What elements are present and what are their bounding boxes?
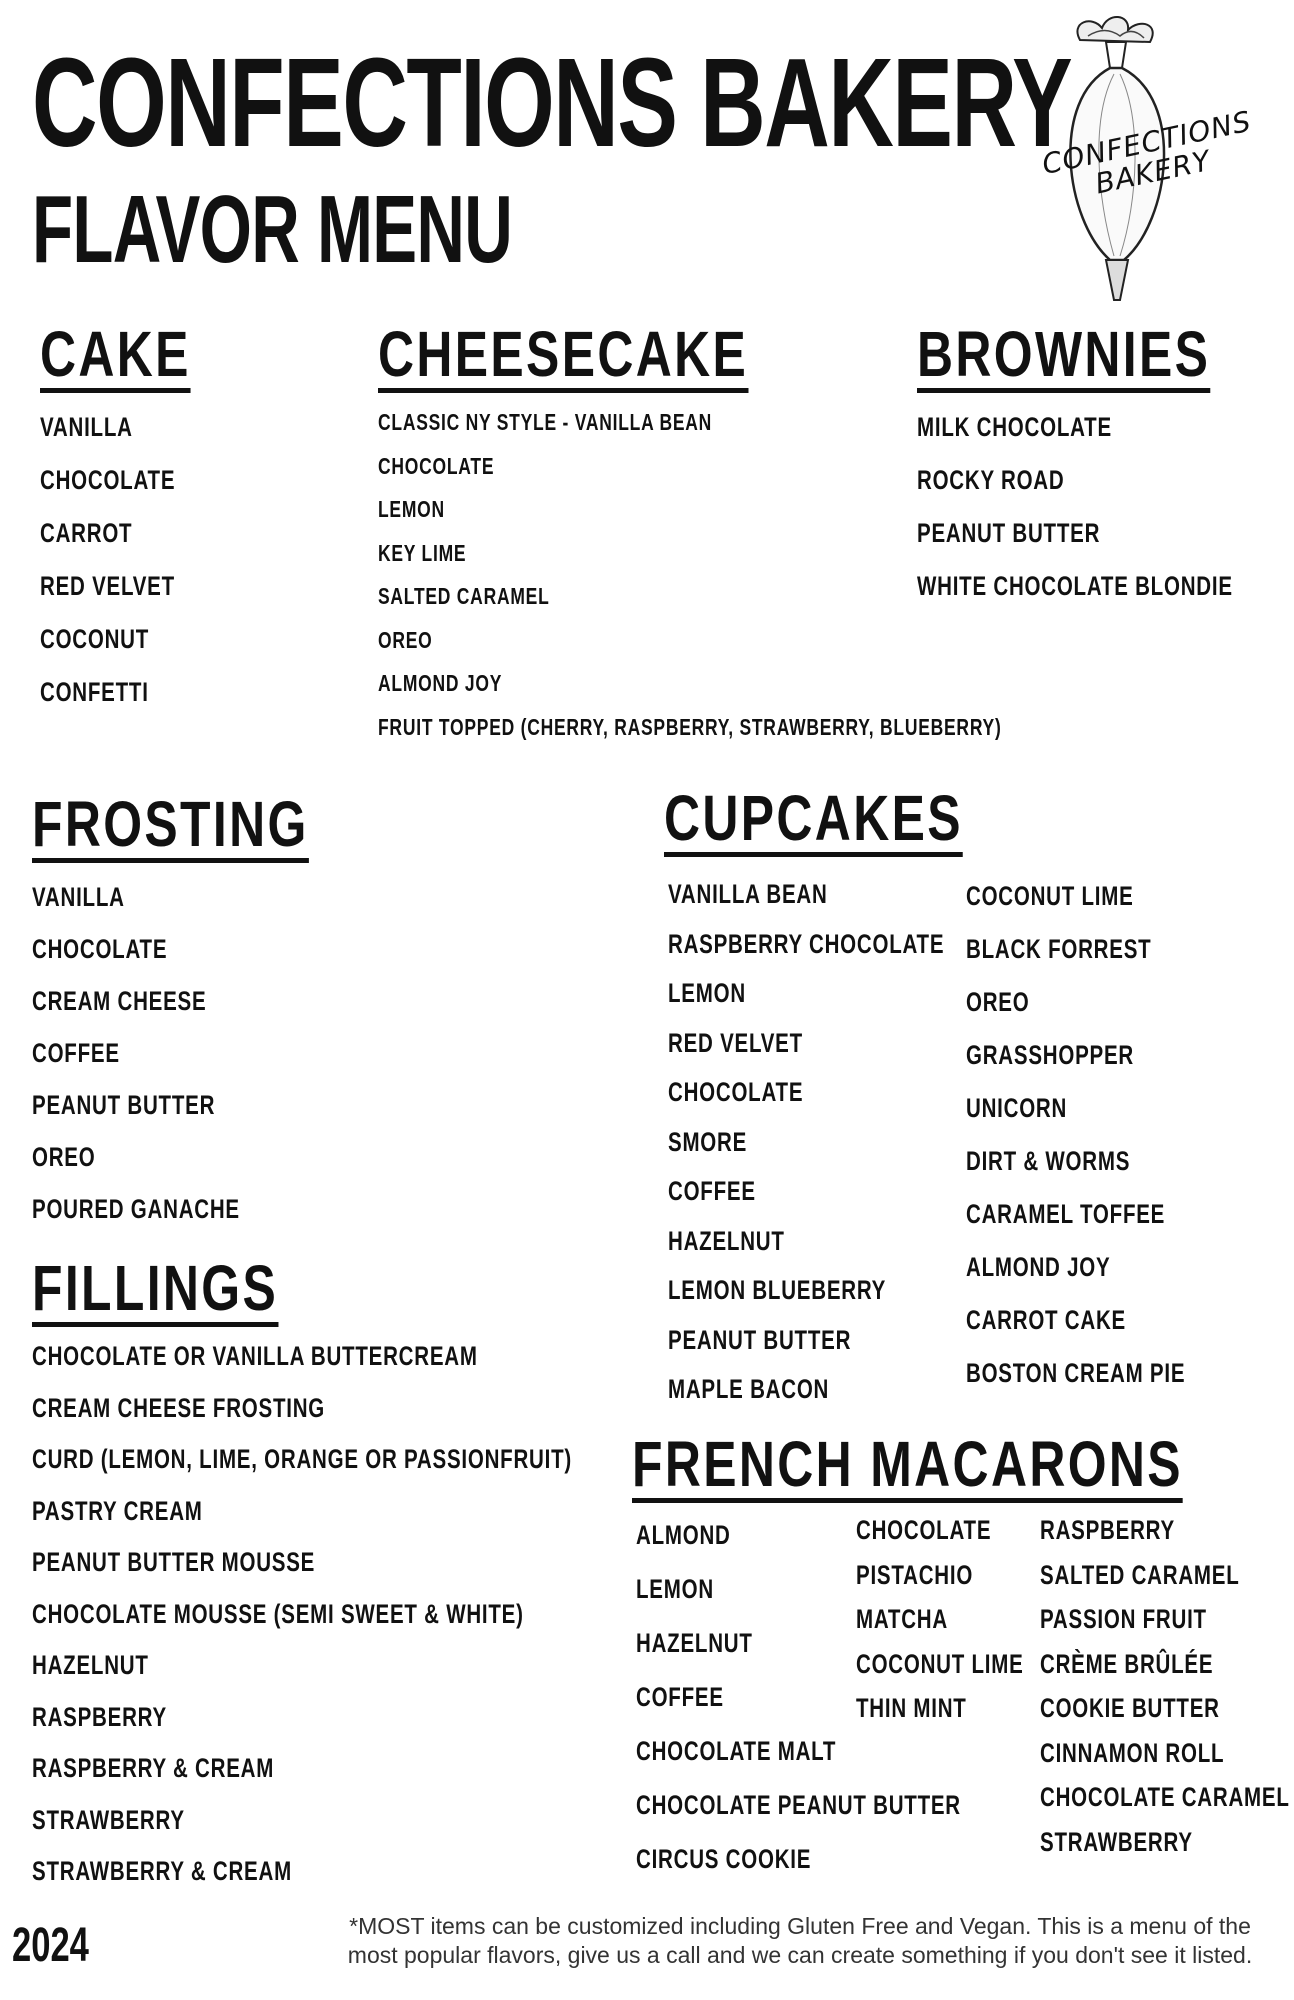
list-item: RED VELVET <box>668 1027 803 1058</box>
list-item: RASPBERRY & CREAM <box>32 1753 275 1783</box>
list-item: CHOCOLATE CARAMEL <box>1040 1782 1290 1812</box>
list-item: CHOCOLATE <box>668 1077 804 1107</box>
list-item: KEY LIME <box>378 539 467 566</box>
section-title-fillings: FILLINGS <box>32 1256 278 1327</box>
section-title-brownies: BROWNIES <box>917 322 1210 393</box>
list-item: MAPLE BACON <box>668 1374 830 1404</box>
list-item: CURD (LEMON, LIME, ORANGE OR PASSIONFRUIT) <box>32 1444 572 1474</box>
list-item: CONFETTI <box>40 677 149 707</box>
section-title-frosting: FROSTING <box>32 792 309 863</box>
list-item: HAZELNUT <box>32 1650 149 1680</box>
list-item: UNICORN <box>966 1093 1068 1123</box>
list-item: LEMON <box>636 1574 714 1604</box>
list-item: PEANUT BUTTER <box>32 1090 216 1120</box>
section-frosting <box>32 788 387 1235</box>
list-item: COOKIE BUTTER <box>1040 1693 1220 1723</box>
list-item: CHOCOLATE OR VANILLA BUTTERCREAM <box>32 1341 478 1371</box>
macarons-list-col3 <box>1040 1508 1294 1864</box>
page-title: CONFECTIONS BAKERY <box>32 32 1072 173</box>
list-item: ROCKY ROAD <box>917 465 1065 495</box>
list-item: CREAM CHEESE <box>32 986 207 1016</box>
list-item: RASPBERRY CHOCOLATE <box>668 928 945 959</box>
section-cupcakes <box>664 782 1047 857</box>
list-item: OREO <box>32 1142 96 1172</box>
list-item: HAZELNUT <box>668 1225 785 1256</box>
section-cake <box>40 318 233 719</box>
list-item: STRAWBERRY <box>32 1804 185 1835</box>
list-item: CHOCOLATE MOUSSE (SEMI SWEET & WHITE) <box>32 1598 524 1629</box>
list-item: POURED GANACHE <box>32 1194 240 1224</box>
list-item: CREAM CHEESE FROSTING <box>32 1392 326 1423</box>
list-item: WHITE CHOCOLATE BLONDIE <box>917 571 1233 601</box>
list-item: COFFEE <box>32 1038 120 1068</box>
list-item: SALTED CARAMEL <box>1040 1559 1240 1590</box>
list-item: CHOCOLATE <box>856 1515 992 1545</box>
frosting-list <box>32 871 387 1235</box>
list-item: STRAWBERRY & CREAM <box>32 1856 292 1886</box>
list-item: PEANUT BUTTER <box>668 1324 852 1355</box>
cake-list <box>40 401 233 719</box>
list-item: MILK CHOCOLATE <box>917 412 1112 442</box>
page-subtitle: FLAVOR MENU <box>32 176 513 283</box>
list-item: BOSTON CREAM PIE <box>966 1358 1186 1388</box>
list-item: ALMOND JOY <box>966 1252 1111 1282</box>
bakery-logo <box>1010 10 1290 310</box>
list-item: CARROT <box>40 518 133 548</box>
list-item: RED VELVET <box>40 571 175 601</box>
list-item: CIRCUS COOKIE <box>636 1844 812 1874</box>
list-item: CINNAMON ROLL <box>1040 1737 1225 1768</box>
list-item: LEMON <box>668 978 746 1008</box>
list-item: PASSION FRUIT <box>1040 1604 1207 1634</box>
list-item: BLACK FORREST <box>966 934 1152 964</box>
list-item: OREO <box>966 987 1030 1017</box>
list-item: VANILLA <box>32 882 125 912</box>
list-item: LEMON <box>378 496 445 522</box>
list-item: ALMOND JOY <box>378 670 503 696</box>
section-title-cake: CAKE <box>40 322 191 393</box>
menu-year: 2024 <box>12 1919 89 1972</box>
brownies-list <box>917 401 1294 613</box>
list-item: CHOCOLATE <box>40 465 176 495</box>
list-item: COCONUT <box>40 624 150 654</box>
list-item: OREO <box>378 626 433 653</box>
list-item: MATCHA <box>856 1604 948 1634</box>
list-item: COFFEE <box>636 1682 724 1712</box>
list-item: CLASSIC NY STYLE - VANILLA BEAN <box>378 409 713 435</box>
list-item: THIN MINT <box>856 1693 967 1723</box>
list-item: ALMOND <box>636 1520 731 1550</box>
list-item: FRUIT TOPPED (CHERRY, RASPBERRY, STRAWBERRY, BLUEBERRY) <box>378 713 1002 740</box>
logo-text: CONFECTIONS BAKERY <box>1039 104 1255 201</box>
list-item: CHOCOLATE MALT <box>636 1736 837 1766</box>
list-item: CHOCOLATE <box>32 934 168 964</box>
list-item: CARAMEL TOFFEE <box>966 1199 1166 1229</box>
list-item: CHOCOLATE PEANUT BUTTER <box>636 1790 961 1820</box>
list-item: LEMON BLUEBERRY <box>668 1275 887 1305</box>
list-item: PISTACHIO <box>856 1559 974 1590</box>
list-item: RASPBERRY <box>1040 1515 1175 1545</box>
list-item: CHOCOLATE <box>378 452 495 479</box>
list-item: CARROT CAKE <box>966 1305 1126 1335</box>
list-item: SALTED CARAMEL <box>378 583 550 609</box>
section-title-cupcakes: CUPCAKES <box>664 786 963 857</box>
list-item: DIRT & WORMS <box>966 1146 1131 1176</box>
list-item: PEANUT BUTTER <box>917 518 1101 548</box>
list-item: PEANUT BUTTER MOUSSE <box>32 1547 316 1577</box>
list-item: CRÈME BRÛLÉE <box>1040 1648 1214 1679</box>
list-item: COFFEE <box>668 1176 756 1206</box>
list-item: RASPBERRY <box>32 1701 167 1732</box>
section-brownies <box>917 318 1294 613</box>
list-item: GRASSHOPPER <box>966 1040 1134 1070</box>
section-title-cheesecake: CHEESECAKE <box>378 322 748 393</box>
list-item: PASTRY CREAM <box>32 1495 203 1526</box>
list-item: VANILLA <box>40 412 133 442</box>
list-item: COCONUT LIME <box>966 881 1134 911</box>
list-item: STRAWBERRY <box>1040 1826 1193 1857</box>
list-item: HAZELNUT <box>636 1628 753 1658</box>
customization-note: *MOST items can be customized including Gluten Free and Vegan. This is a menu of the most popular flavors, give us a call and we can create something if you don't see it listed. <box>347 1913 1253 1968</box>
list-item: SMORE <box>668 1126 748 1157</box>
list-item: VANILLA BEAN <box>668 879 828 909</box>
section-title-macarons: FRENCH MACARONS <box>632 1432 1183 1503</box>
cupcakes-list-col2 <box>966 870 1255 1400</box>
list-item: COCONUT LIME <box>856 1648 1024 1679</box>
section-macarons <box>632 1428 1294 1503</box>
